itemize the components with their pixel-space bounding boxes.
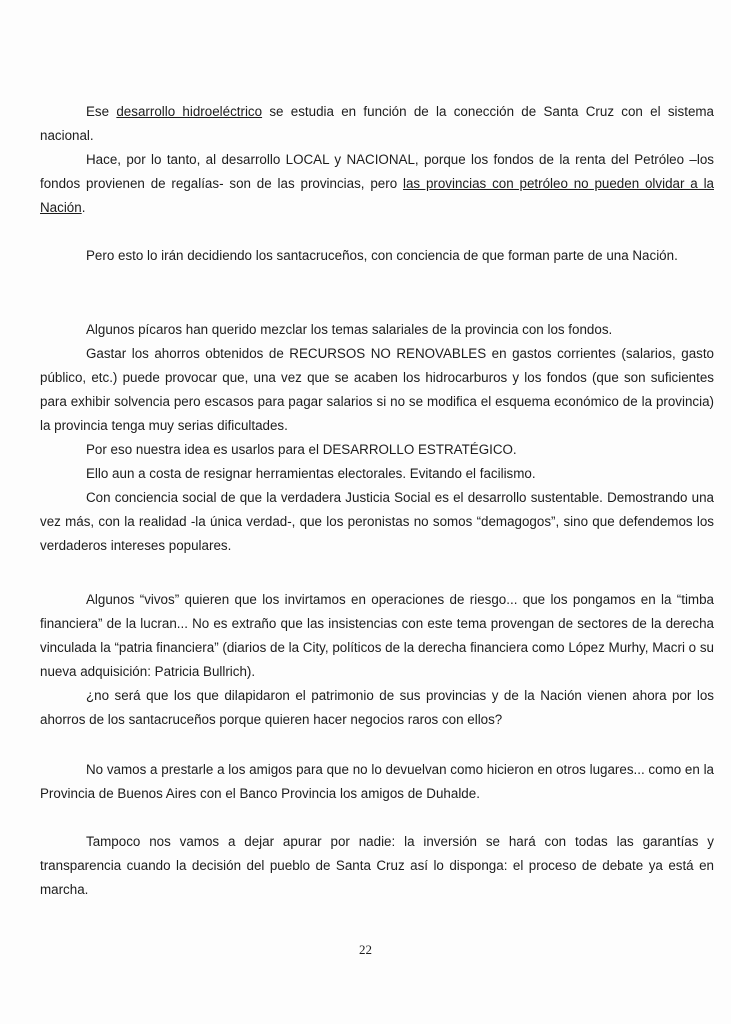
page-number: 22: [359, 942, 372, 957]
paragraph-local-national: [40, 148, 714, 220]
paragraph-recursos: Gastar los ahorros obtenidos de RECURSOS NO RENOVABLES en gastos corrientes (salarios, gasto público, etc.) puede provocar que, una vez que se acaben los hidrocarburos y los fondos (que son suficientes para exhibir solvencia pero escasos para pagar salarios si no se modifica el esquema económico de la provincia) la provincia tenga muy serias dificultades.: [40, 346, 714, 433]
paragraph-hydroelectric: [40, 100, 714, 148]
underlined-text: las provincias con petróleo no pueden olvidar a la Nación: [40, 176, 714, 215]
paragraph-prestarle: No vamos a prestarle a los amigos para que no lo devuelvan como hicieron en otros lugares... como en la Provincia de Buenos Aires con el Banco Provincia los amigos de Duhalde.: [40, 762, 714, 801]
paragraph-picaros: Algunos pícaros han querido mezclar los temas salariales de la provincia con los fondos.: [86, 322, 613, 337]
text-run: se estudia en función de la conección de Santa Cruz con el sistema nacional.: [40, 104, 714, 143]
underlined-text: desarrollo hidroeléctrico: [116, 104, 263, 119]
paragraph-desarrollo-estrategico: Por eso nuestra idea es usarlos para el DESARROLLO ESTRATÉGICO.: [86, 442, 517, 457]
text-run: Hace, por lo tanto, al desarrollo LOCAL y NACIONAL, porque los fondos de la renta del Petróleo –los fondos provienen de regalías- son de las provincias, pero: [40, 152, 714, 191]
paragraph-herramientas: Ello aun a costa de resignar herramientas electorales. Evitando el facilismo.: [86, 466, 536, 481]
text-run: Ese: [86, 104, 117, 119]
paragraph-santacrucenos: Pero esto lo irán decidiendo los santacruceños, con conciencia de que forman parte de una Nación.: [86, 248, 678, 263]
paragraph-justicia-social: Con conciencia social de que la verdadera Justicia Social es el desarrollo sustentable. Demostrando una vez más, con la realidad -la única verdad-, que los peronistas no somos “demagogos”, sino que defendemos los verdaderos intereses populares.: [40, 490, 714, 553]
paragraph-dilapidaron: ¿no será que los que dilapidaron el patrimonio de sus provincias y de la Nación vienen ahora por los ahorros de los santacruceños porque quieren hacer negocios raros con ellos?: [40, 688, 714, 727]
text-run: .: [81, 200, 86, 215]
paragraph-vivos: Algunos “vivos” quieren que los invirtamos en operaciones de riesgo... que los pongamos en la “timba financiera” de la lucran... No es extraño que las insistencias con este tema provengan de sectores de la derecha vinculada la “patria financiera” (diarios de la City, políticos de la derecha financiera como López Murhy, Macri o su nueva adquisición: Patricia Bullrich).: [40, 592, 714, 679]
paragraph-tampoco: Tampoco nos vamos a dejar apurar por nadie: la inversión se hará con todas las garantías y transparencia cuando la decisión del pueblo de Santa Cruz así lo disponga: el proceso de debate ya está en marcha.: [40, 834, 714, 897]
